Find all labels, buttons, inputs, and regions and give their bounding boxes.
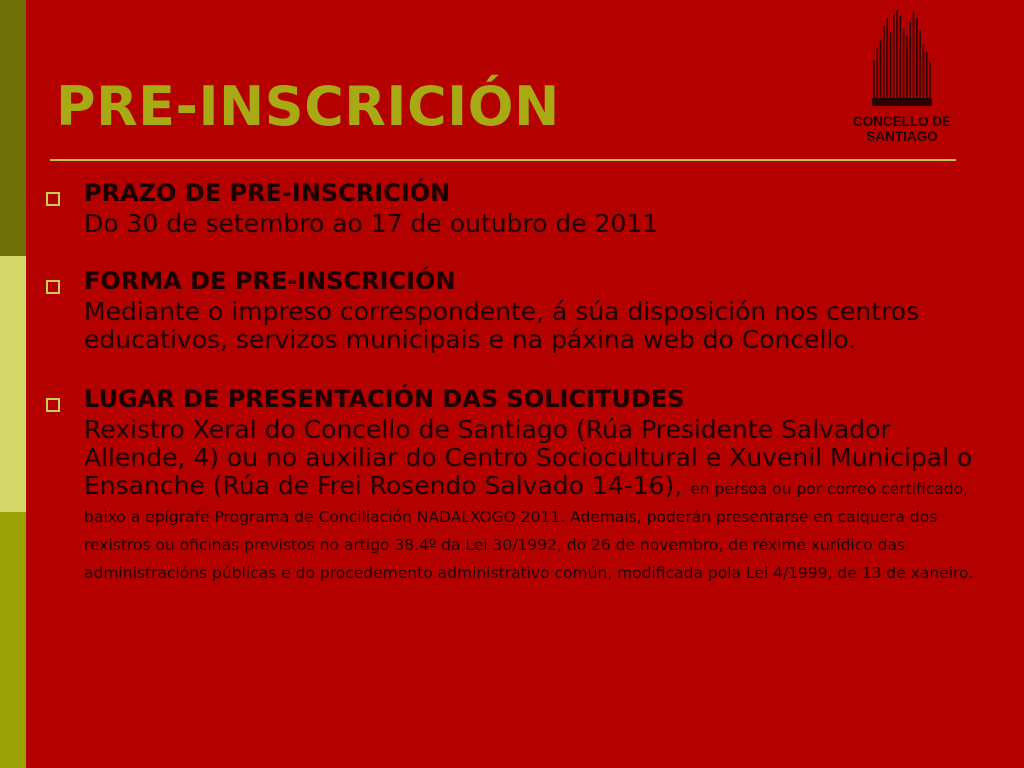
- bullet-text: Mediante o impreso correspondente, á súa disposición nos centros educativos, servizos municipais e na páxina web do Concello.: [84, 297, 920, 354]
- bullet-heading: LUGAR DE PRESENTACIÓN DAS SOLICITUDES: [84, 385, 685, 413]
- logo-text: [846, 114, 958, 144]
- bullet-item-deadline: [44, 176, 984, 238]
- square-bullet-icon: [46, 398, 60, 412]
- bullet-list: [44, 176, 984, 584]
- left-color-band-top: [0, 0, 26, 256]
- logo-text-line-2: SANTIAGO: [866, 129, 938, 144]
- left-color-band-bottom: [0, 512, 26, 768]
- bullet-small-text: en persoa ou por correo certificado, baixo a epígrafe Programa de Conciliación NADALXOGO 2011. Ademais, poderán presentarse en calquera dos rexistros ou oficinas previstos no artigo 38.4º da Lei 30/1992, do 26 de novembro, de réxime xurídico das administracións públicas e do procedemento administrativo común, modificada pola Lei 4/1999, de 13 de xaneiro.: [84, 480, 974, 582]
- square-bullet-icon: [46, 280, 60, 294]
- bullet-item-place: [44, 382, 984, 584]
- bullet-text: Do 30 de setembro ao 17 de outubro de 2011: [84, 209, 659, 238]
- bullet-heading: PRAZO DE PRE-INSCRICIÓN: [84, 179, 451, 207]
- title-divider: [50, 159, 956, 161]
- cathedral-towers-icon: [870, 6, 934, 106]
- slide-title: PRE-INSCRICIÓN: [56, 75, 560, 138]
- logo-text-line-1: CONCELLO DE: [852, 114, 952, 129]
- concello-de-santiago-logo: [846, 6, 958, 152]
- bullet-heading: FORMA DE PRE-INSCRICIÓN: [84, 267, 456, 295]
- bullet-item-method: [44, 264, 984, 354]
- left-color-band-middle: [0, 256, 26, 512]
- logo-base: [872, 98, 932, 106]
- bullet-text-combined: [84, 416, 984, 584]
- square-bullet-icon: [46, 192, 60, 206]
- bullet-text: Rexistro Xeral do Concello de Santiago (Rúa Presidente Salvador Allende, 4) ou no auxiliar do Centro Sociocultural e Xuvenil Municipal o Ensanche (Rúa de Frei Rosendo Salvado 14-16),: [84, 415, 973, 500]
